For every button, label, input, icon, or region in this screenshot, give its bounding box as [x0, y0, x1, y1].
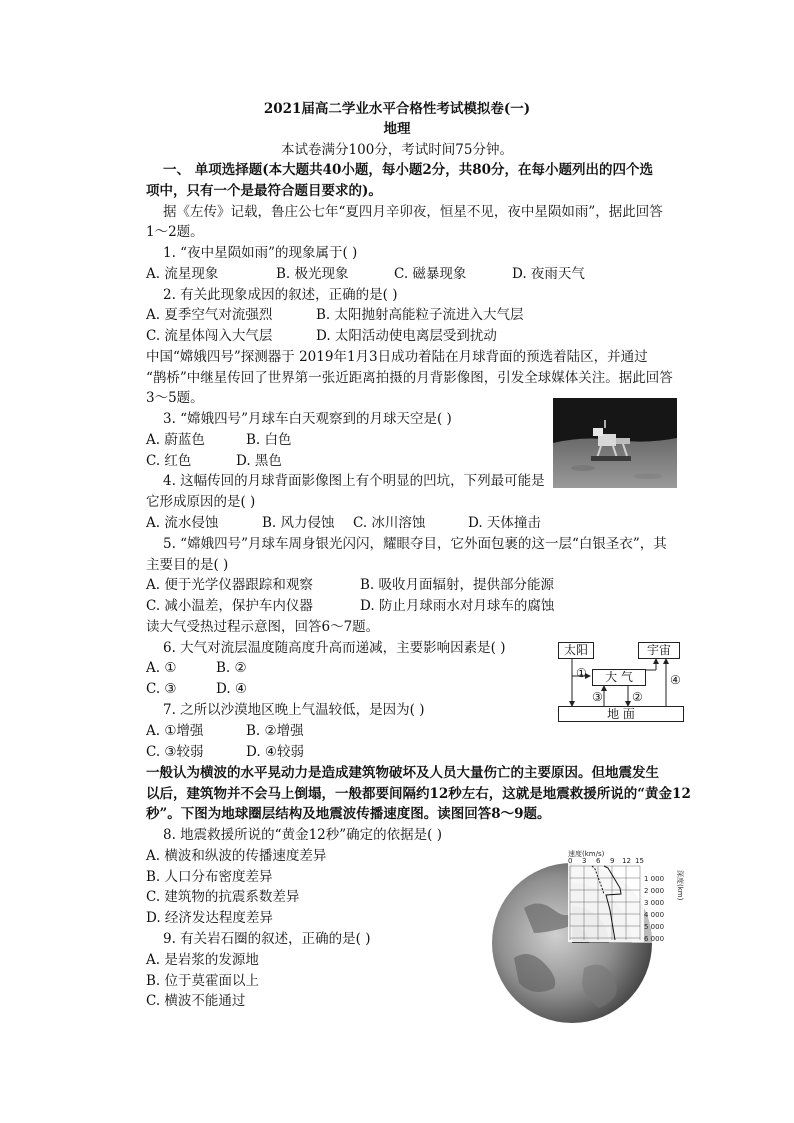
q5-option-d[interactable]: D. 防止月球雨水对月球车的腐蚀 — [360, 598, 555, 614]
exam-title: 2021届高二学业水平合格性考试模拟卷(一) — [263, 101, 531, 117]
q1-option-a[interactable]: A. 流星现象 — [146, 266, 219, 282]
section-heading-line1: 一、 单项选择题(本大题共40小题，每小题2分，共80分，在每小题列出的四个选 — [163, 162, 654, 178]
q3-option-c[interactable]: C. 红色 — [146, 453, 192, 469]
diagram-label-4: ④ — [670, 673, 681, 687]
depth-tick-2000: 2 000 — [644, 887, 665, 895]
diagram-universe-box: 宇宙 — [638, 642, 680, 659]
intro4-line1: 一般认为横波的水平晃动力是造成建筑物破坏及人员大量伤亡的主要原因。但地震发生 — [146, 765, 659, 781]
q5-stem-line1: 5. “嫦娥四号”月球车周身银光闪闪，耀眼夺目，它外面包裹的这一层“白银圣衣”，其 — [163, 536, 667, 552]
q6-option-d[interactable]: D. ④ — [216, 681, 248, 697]
diagram-label-1: ① — [576, 666, 587, 680]
q1-option-d[interactable]: D. 夜雨天气 — [512, 266, 585, 282]
q4-option-a[interactable]: A. 流水侵蚀 — [146, 515, 219, 531]
speed-tick-15: 15 — [635, 857, 644, 865]
intro4-line2: 以后，建筑物并不会马上倒塌，一般都要间隔约12秒左右，这就是地震救援所说的“黄金12 — [146, 786, 691, 802]
q5-stem-line2: 主要目的是( ) — [146, 557, 229, 573]
atmosphere-heating-diagram — [556, 640, 686, 722]
q4-option-b[interactable]: B. 风力侵蚀 — [262, 515, 335, 531]
section-heading-line2: 项中，只有一个是最符合题目要求的)。 — [146, 183, 382, 199]
depth-tick-3000: 3 000 — [644, 899, 665, 907]
speed-tick-9: 9 — [610, 857, 615, 865]
speed-tick-0: 0 — [568, 857, 573, 865]
q7-option-d[interactable]: D. ④较弱 — [246, 744, 305, 760]
moon-rover-photo — [553, 398, 677, 488]
q2-option-a[interactable]: A. 夏季空气对流强烈 — [146, 307, 273, 323]
q1-option-c[interactable]: C. 磁暴现象 — [394, 266, 467, 282]
q9-option-c[interactable]: C. 横波不能通过 — [146, 993, 246, 1009]
q4-option-d[interactable]: D. 天体撞击 — [468, 515, 541, 531]
exam-meta: 本试卷满分100分，考试时间75分钟。 — [281, 142, 513, 158]
q5-option-c[interactable]: C. 减小温差，保护车内仪器 — [146, 598, 313, 614]
q9-option-b[interactable]: B. 位于莫霍面以上 — [146, 973, 260, 989]
q5-option-a[interactable]: A. 便于光学仪器跟踪和观察 — [146, 577, 313, 593]
depth-tick-6000: 6 000 — [644, 935, 665, 943]
q3-option-a[interactable]: A. 蔚蓝色 — [146, 432, 205, 448]
q8-option-c[interactable]: C. 建筑物的抗震系数差异 — [146, 889, 300, 905]
speed-tick-3: 3 — [582, 857, 587, 865]
q7-option-b[interactable]: B. ②增强 — [246, 723, 304, 739]
diagram-label-3: ③ — [592, 690, 603, 704]
q6-option-a[interactable]: A. ① — [146, 660, 177, 676]
q8-option-d[interactable]: D. 经济发达程度差异 — [146, 910, 273, 926]
q3-option-d[interactable]: D. 黑色 — [236, 453, 282, 469]
q2-option-d[interactable]: D. 太阳活动使电离层受到扰动 — [316, 328, 497, 344]
diagram-ground-box: 地 面 — [558, 706, 684, 722]
intro2-line2: “鹊桥”中继星传回了世界第一张近距离拍摄的月背影像图，引发全球媒体关注。据此回答 — [146, 370, 673, 386]
q1-stem: 1. “夜中星陨如雨”的现象属于( ) — [163, 245, 358, 261]
q4-stem-line2: 它形成原因的是( ) — [146, 494, 256, 510]
q7-option-a[interactable]: A. ①增强 — [146, 723, 204, 739]
q7-option-c[interactable]: C. ③较弱 — [146, 744, 204, 760]
q2-option-c[interactable]: C. 流星体闯入大气层 — [146, 328, 273, 344]
intro3: 读大气受热过程示意图，回答6～7题。 — [146, 619, 380, 635]
q1-option-b[interactable]: B. 极光现象 — [276, 266, 349, 282]
q9-option-a[interactable]: A. 是岩浆的发源地 — [146, 952, 259, 968]
moon-rover-photo-image — [553, 398, 677, 488]
intro2-line1: 中国“嫦娥四号”探测器于 2019年1月3日成功着陆在月球背面的预选着陆区，并通过 — [146, 349, 648, 365]
intro2-line3: 3～5题。 — [146, 390, 204, 406]
q2-option-b[interactable]: B. 太阳抛射高能粒子流进入大气层 — [316, 307, 524, 323]
q4-stem-line1: 4. 这幅传回的月球背面影像图上有个明显的凹坑，下列最可能是 — [163, 473, 545, 489]
q5-option-b[interactable]: B. 吸收月面辐射，提供部分能源 — [360, 577, 555, 593]
speed-tick-12: 12 — [622, 857, 631, 865]
q8-option-b[interactable]: B. 人口分布密度差异 — [146, 869, 273, 885]
depth-tick-4000: 4 000 — [644, 911, 665, 919]
q7-stem: 7. 之所以沙漠地区晚上气温较低，是因为( ) — [163, 702, 425, 718]
subject-title: 地理 — [383, 121, 411, 137]
q9-stem: 9. 有关岩石圈的叙述，正确的是( ) — [163, 931, 371, 947]
q6-option-b[interactable]: B. ② — [216, 660, 247, 676]
q6-stem: 6. 大气对流层温度随高度升高而递减，主要影响因素是( ) — [163, 640, 506, 656]
depth-tick-5000: 5 000 — [644, 923, 665, 931]
q8-option-a[interactable]: A. 横波和纵波的传播速度差异 — [146, 848, 327, 864]
diagram-atmosphere-box: 大 气 — [592, 669, 646, 686]
depth-axis-label: 深度(km) — [676, 870, 684, 901]
depth-tick-1000: 1 000 — [644, 875, 665, 883]
intro1-line2: 1～2题。 — [146, 224, 204, 240]
q2-stem: 2. 有关此现象成因的叙述，正确的是( ) — [163, 287, 398, 303]
intro1-line1: 据《左传》记载，鲁庄公七年“夏四月辛卯夜，恒星不见，夜中星陨如雨”，据此回答 — [163, 204, 663, 220]
diagram-sun-box: 太阳 — [558, 642, 594, 659]
speed-axis-label: 速度(km/s) — [568, 850, 605, 858]
q3-option-b[interactable]: B. 白色 — [246, 432, 292, 448]
speed-tick-6: 6 — [596, 857, 601, 865]
q3-stem: 3. “嫦娥四号”月球车白天观察到的月球天空是( ) — [163, 411, 452, 427]
diagram-label-2: ② — [632, 690, 643, 704]
earth-structure-drawing — [484, 848, 684, 1024]
earth-structure-figure — [484, 848, 684, 1024]
q4-option-c[interactable]: C. 冰川溶蚀 — [353, 515, 426, 531]
intro4-line3: 秒”。下图为地球圈层结构及地震波传播速度图。读图回答8～9题。 — [146, 806, 551, 822]
q8-stem: 8. 地震救援所说的“黄金12秒”确定的依据是( ) — [163, 827, 442, 843]
q6-option-c[interactable]: C. ③ — [146, 681, 177, 697]
